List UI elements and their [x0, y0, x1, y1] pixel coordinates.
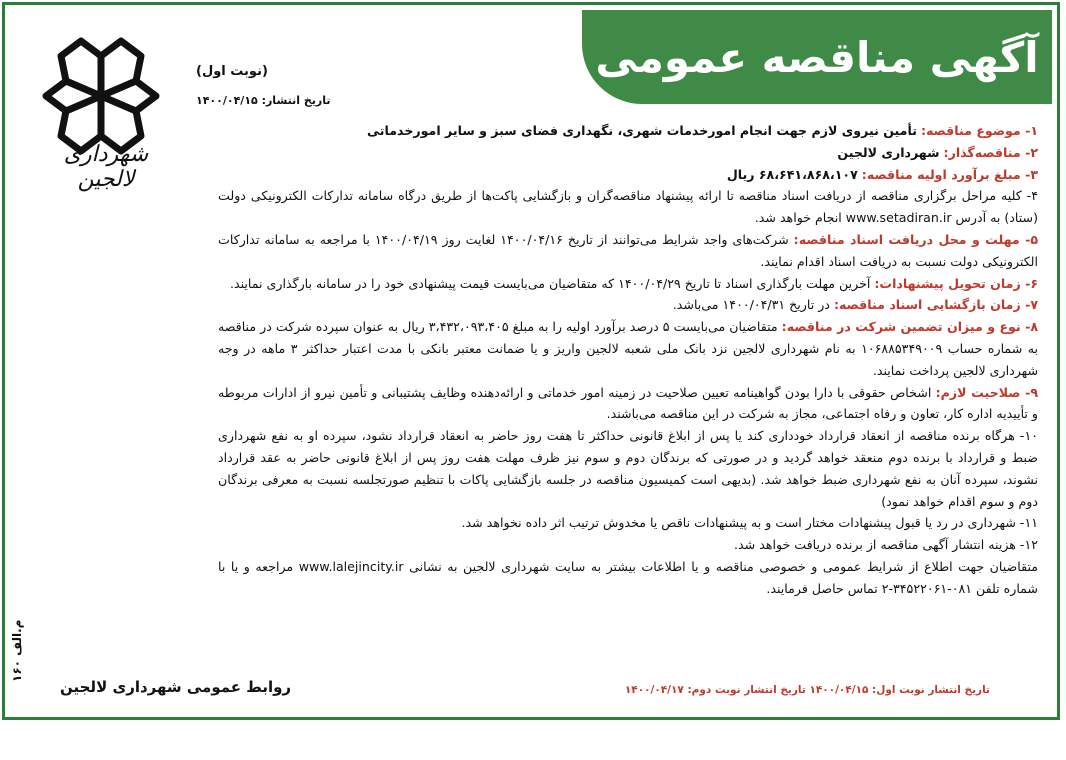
logo-text: شهرداری لالجین — [63, 142, 149, 192]
item-6: ۶- زمان تحویل پیشنهادات: آخرین مهلت بارگذاری اسناد تا تاریخ ۱۴۰۰/۰۴/۲۹ که متقاضیان می‌بایست قیمت پیشنهادی خود را در سامانه بارگذاری نمایند. — [230, 275, 1038, 291]
item-5: ۵- مهلت و محل دریافت اسناد مناقصه: شرکت‌های واجد شرایط می‌توانند از تاریخ ۱۴۰۰/۰۴/۱۶ لغایت روز ۱۴۰۰/۰۴/۱۹ با مراجعه به سامانه تدارکات الکترونیکی دولت نسبت به دریافت اسناد اقدام نمایند. — [218, 231, 1038, 269]
title-banner — [582, 10, 1052, 104]
footer-dates: تاریخ انتشار نوبت اول: ۱۴۰۰/۰۴/۱۵ تاریخ انتشار نوبت دوم: ۱۴۰۰/۰۴/۱۷ — [624, 684, 990, 696]
item-10: ۱۰- هرگاه برنده مناقصه از انعقاد قرارداد خودداری کند یا پس از ابلاغ قانونی حداکثر تا هفت روز حاضر به انعقاد قرارداد نشود، سپرده او به نفع شهرداری ضبط و قرارداد با برنده دوم منعقد خواهد گردید و در صورتی که برندگان دوم و سوم نیز ظرف مهلت هفت روز پس از ابلاغ قانونی حاضر به عقد قرارداد نشوند، سپرده آنان به نفع شهرداری ضبط خواهد شد. (بدیهی است کمیسیون مناقصه در جلسه بازگشایی پاکات با تنظیم صورتجلسه نسبت به معرفی برندگان دوم و سوم اقدام خواهد نمود) — [218, 428, 1038, 509]
publish-date: تاریخ انتشار: ۱۴۰۰/۰۴/۱۵ — [196, 94, 331, 107]
side-code: م.الف ۱۶۰ — [10, 620, 24, 683]
item-7: ۷- زمان بازگشایی اسناد مناقصه: در تاریخ ۱۴۰۰/۰۴/۳۱ می‌باشد. — [672, 297, 1038, 313]
signature: روابط عمومی شهرداری لالجین — [60, 678, 292, 696]
item-8: ۸- نوع و میزان تضمین شرکت در مناقصه: متقاضیان می‌بایست ۵ درصد برآورد اولیه را به مبلغ ۳،۴۳۲،۰۹۳،۴۰۵ ریال به عنوان سپرده شرکت در مناقصه به شماره حساب ۱۰۶۸۸۵۳۴۹۰۰۹ به نام شهرداری لالجین نزد بانک ملی شعبه لالجین واریز و یا ضمانت معتبر بانکی با مدت اعتبار حداکثر ۳ ماهه در وجه شهرداری لالجین پرداخت نمایند. — [218, 319, 1039, 378]
notice-body — [218, 120, 1038, 600]
item-11: ۱۱- شهرداری در رد یا قبول پیشنهادات مختار است و به پیشنهادات ناقص یا مخدوش ترتیب اثر داده نخواهد شد. — [461, 515, 1038, 531]
notice-title: آگهی مناقصه عمومی — [595, 32, 1039, 82]
item-4: ۴- کلیه مراحل برگزاری مناقصه از دریافت اسناد مناقصه تا ارائه پیشنهاد مناقصه‌گران و بازگشایی پاکت‌ها از طریق درگاه سامانه تدارکات الکترونیکی دولت (ستاد) به آدرس www.setadiran.ir انجام خواهد شد. — [218, 188, 1038, 226]
round-label: (نوبت اول) — [196, 64, 268, 79]
item-12: ۱۲- هزینه انتشار آگهی مناقصه از برنده دریافت خواهد شد. — [734, 537, 1038, 553]
item-1: ۱- موضوع مناقصه: تأمین نیروی لازم جهت انجام امورخدمات شهری، نگهداری فضای سبز و سایر امورخدماتی — [367, 123, 1038, 138]
item-2: ۲- مناقصه‌گذار: شهرداری لالجین — [837, 144, 1038, 160]
item-9: ۹- صلاحیت لازم: اشخاص حقوقی با دارا بودن گواهینامه تعیین صلاحیت در زمینه امور خدماتی و ارائه‌دهنده وظایف پشتیبانی و تأمین نیرو از ادارات مربوطه و تأییدیه اداره کار، تعاون و رفاه اجتماعی، مجاز به شرکت در این مناقصه می‌باشند. — [218, 384, 1039, 422]
contact-paragraph: متقاضیان جهت اطلاع از شرایط عمومی و خصوصی مناقصه و یا اطلاعات بیشتر به سایت شهرداری لالجین به نشانی www.lalejincity.ir مراجعه و یا با شماره تلفن ۰۸۱-۳۴۵۲۲۰۶۱-۲ تماس حاصل فرمایند. — [218, 558, 1038, 596]
item-3: ۳- مبلغ برآورد اولیه مناقصه: ۶۸،۶۴۱،۸۶۸،۱۰۷ ریال — [726, 166, 1038, 182]
